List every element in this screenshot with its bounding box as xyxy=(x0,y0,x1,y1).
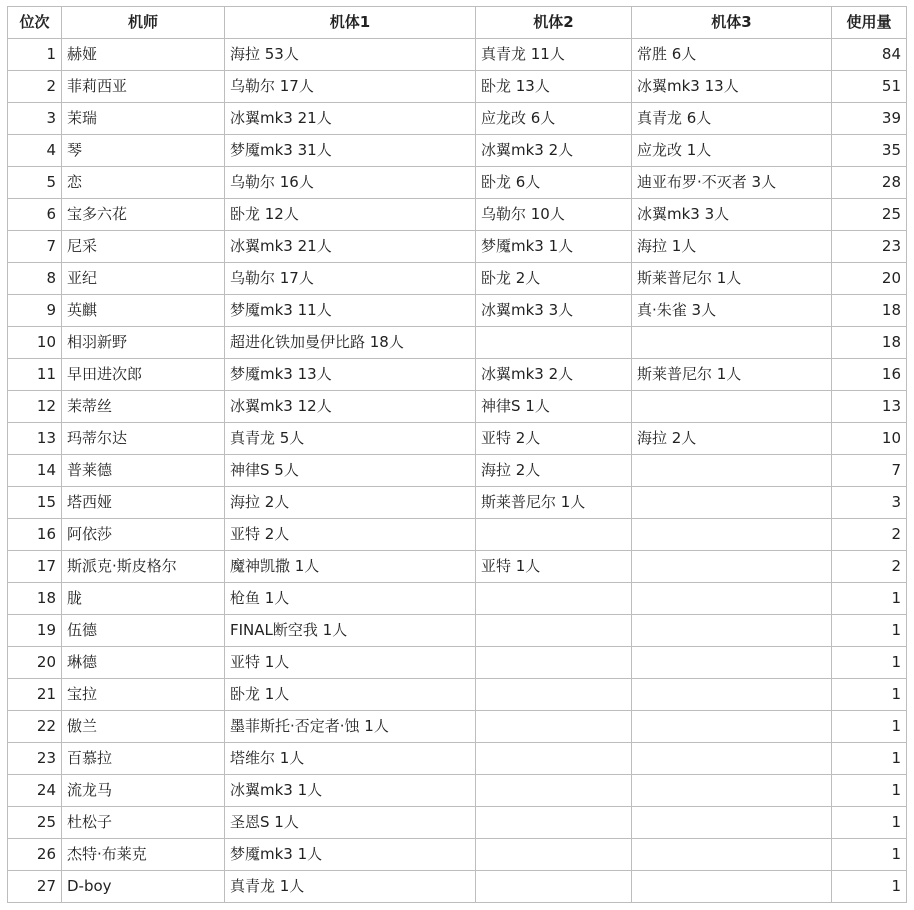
cell-usage: 20 xyxy=(832,263,907,295)
cell-mech3: 冰翼mk3 3人 xyxy=(632,199,832,231)
cell-mech2: 亚特 2人 xyxy=(476,423,632,455)
cell-mech3: 真·朱雀 3人 xyxy=(632,295,832,327)
cell-usage: 1 xyxy=(832,583,907,615)
cell-mech2: 斯莱普尼尔 1人 xyxy=(476,487,632,519)
cell-mech3 xyxy=(632,711,832,743)
cell-pilot: 伍德 xyxy=(62,615,225,647)
cell-pilot: 菲莉西亚 xyxy=(62,71,225,103)
cell-mech3 xyxy=(632,647,832,679)
cell-mech2 xyxy=(476,583,632,615)
cell-usage: 1 xyxy=(832,647,907,679)
cell-rank: 16 xyxy=(8,519,62,551)
cell-pilot: 普莱德 xyxy=(62,455,225,487)
cell-usage: 13 xyxy=(832,391,907,423)
cell-usage: 1 xyxy=(832,679,907,711)
cell-usage: 2 xyxy=(832,551,907,583)
table-header xyxy=(8,7,907,39)
cell-mech3 xyxy=(632,391,832,423)
cell-mech3: 迪亚布罗·不灭者 3人 xyxy=(632,167,832,199)
cell-pilot: 恋 xyxy=(62,167,225,199)
cell-mech2 xyxy=(476,615,632,647)
cell-usage: 10 xyxy=(832,423,907,455)
cell-usage: 1 xyxy=(832,871,907,903)
cell-rank: 1 xyxy=(8,39,62,71)
table-row xyxy=(8,839,907,871)
cell-rank: 25 xyxy=(8,807,62,839)
table-row xyxy=(8,583,907,615)
table-row xyxy=(8,199,907,231)
cell-mech3 xyxy=(632,743,832,775)
table-row xyxy=(8,391,907,423)
cell-mech3: 斯莱普尼尔 1人 xyxy=(632,263,832,295)
cell-mech3: 海拉 2人 xyxy=(632,423,832,455)
cell-rank: 4 xyxy=(8,135,62,167)
cell-mech1: FINAL断空我 1人 xyxy=(225,615,476,647)
cell-mech1: 冰翼mk3 1人 xyxy=(225,775,476,807)
cell-mech1: 梦魇mk3 11人 xyxy=(225,295,476,327)
cell-mech3: 海拉 1人 xyxy=(632,231,832,263)
cell-mech3 xyxy=(632,487,832,519)
table-row xyxy=(8,615,907,647)
cell-pilot: 赫娅 xyxy=(62,39,225,71)
cell-usage: 18 xyxy=(832,327,907,359)
cell-usage: 3 xyxy=(832,487,907,519)
cell-rank: 21 xyxy=(8,679,62,711)
cell-mech2: 应龙改 6人 xyxy=(476,103,632,135)
cell-mech2 xyxy=(476,743,632,775)
cell-mech2: 海拉 2人 xyxy=(476,455,632,487)
cell-mech3: 冰翼mk3 13人 xyxy=(632,71,832,103)
cell-mech2 xyxy=(476,775,632,807)
cell-rank: 22 xyxy=(8,711,62,743)
cell-rank: 3 xyxy=(8,103,62,135)
table-row xyxy=(8,39,907,71)
cell-mech1: 梦魇mk3 1人 xyxy=(225,839,476,871)
cell-mech2 xyxy=(476,871,632,903)
cell-mech1: 神律S 5人 xyxy=(225,455,476,487)
cell-mech3 xyxy=(632,679,832,711)
cell-usage: 1 xyxy=(832,711,907,743)
cell-mech1: 乌勒尔 16人 xyxy=(225,167,476,199)
cell-mech3 xyxy=(632,327,832,359)
cell-pilot: 亚纪 xyxy=(62,263,225,295)
cell-rank: 10 xyxy=(8,327,62,359)
cell-mech1: 塔维尔 1人 xyxy=(225,743,476,775)
table-body xyxy=(8,39,907,903)
cell-rank: 27 xyxy=(8,871,62,903)
table-row xyxy=(8,775,907,807)
table-row xyxy=(8,167,907,199)
cell-usage: 7 xyxy=(832,455,907,487)
cell-mech1: 真青龙 1人 xyxy=(225,871,476,903)
cell-rank: 2 xyxy=(8,71,62,103)
table-row xyxy=(8,743,907,775)
cell-rank: 24 xyxy=(8,775,62,807)
cell-mech2: 卧龙 2人 xyxy=(476,263,632,295)
cell-mech2 xyxy=(476,519,632,551)
cell-usage: 25 xyxy=(832,199,907,231)
cell-pilot: 杜松子 xyxy=(62,807,225,839)
cell-pilot: 百慕拉 xyxy=(62,743,225,775)
table-row xyxy=(8,551,907,583)
table-row xyxy=(8,231,907,263)
table-row xyxy=(8,519,907,551)
cell-mech3: 常胜 6人 xyxy=(632,39,832,71)
cell-mech1: 亚特 2人 xyxy=(225,519,476,551)
cell-mech2: 冰翼mk3 2人 xyxy=(476,359,632,391)
cell-mech1: 梦魇mk3 13人 xyxy=(225,359,476,391)
cell-pilot: 斯派克·斯皮格尔 xyxy=(62,551,225,583)
cell-mech2 xyxy=(476,807,632,839)
cell-mech2: 冰翼mk3 3人 xyxy=(476,295,632,327)
cell-rank: 20 xyxy=(8,647,62,679)
cell-mech2: 冰翼mk3 2人 xyxy=(476,135,632,167)
header-mech3: 机体3 xyxy=(632,7,832,39)
cell-mech2: 神律S 1人 xyxy=(476,391,632,423)
cell-rank: 5 xyxy=(8,167,62,199)
cell-usage: 1 xyxy=(832,775,907,807)
cell-rank: 8 xyxy=(8,263,62,295)
cell-usage: 51 xyxy=(832,71,907,103)
cell-mech1: 圣恩S 1人 xyxy=(225,807,476,839)
cell-mech2: 卧龙 13人 xyxy=(476,71,632,103)
cell-mech2 xyxy=(476,839,632,871)
cell-pilot: 玛蒂尔达 xyxy=(62,423,225,455)
cell-rank: 9 xyxy=(8,295,62,327)
cell-mech3 xyxy=(632,775,832,807)
cell-pilot: 杰特·布莱克 xyxy=(62,839,225,871)
cell-usage: 84 xyxy=(832,39,907,71)
cell-mech1: 卧龙 12人 xyxy=(225,199,476,231)
cell-pilot: 宝多六花 xyxy=(62,199,225,231)
cell-pilot: 琴 xyxy=(62,135,225,167)
cell-rank: 23 xyxy=(8,743,62,775)
cell-usage: 1 xyxy=(832,615,907,647)
cell-pilot: 早田进次郎 xyxy=(62,359,225,391)
cell-mech1: 海拉 2人 xyxy=(225,487,476,519)
cell-mech2: 梦魇mk3 1人 xyxy=(476,231,632,263)
cell-mech3 xyxy=(632,519,832,551)
cell-rank: 18 xyxy=(8,583,62,615)
cell-pilot: 相羽新野 xyxy=(62,327,225,359)
cell-rank: 11 xyxy=(8,359,62,391)
cell-mech1: 冰翼mk3 21人 xyxy=(225,103,476,135)
cell-rank: 7 xyxy=(8,231,62,263)
cell-mech1: 魔神凯撒 1人 xyxy=(225,551,476,583)
cell-usage: 1 xyxy=(832,807,907,839)
cell-usage: 23 xyxy=(832,231,907,263)
table-row xyxy=(8,103,907,135)
table-row xyxy=(8,871,907,903)
cell-pilot: 琳德 xyxy=(62,647,225,679)
table-row xyxy=(8,295,907,327)
cell-rank: 6 xyxy=(8,199,62,231)
cell-mech2 xyxy=(476,679,632,711)
cell-mech2 xyxy=(476,711,632,743)
cell-usage: 16 xyxy=(832,359,907,391)
header-row xyxy=(8,7,907,39)
table-row xyxy=(8,679,907,711)
cell-mech3 xyxy=(632,839,832,871)
cell-pilot: 茉瑞 xyxy=(62,103,225,135)
cell-mech3 xyxy=(632,807,832,839)
cell-mech3: 真青龙 6人 xyxy=(632,103,832,135)
table-row xyxy=(8,359,907,391)
cell-usage: 18 xyxy=(832,295,907,327)
cell-mech3: 应龙改 1人 xyxy=(632,135,832,167)
pilot-usage-table xyxy=(7,6,907,903)
cell-mech1: 冰翼mk3 21人 xyxy=(225,231,476,263)
cell-mech1: 乌勒尔 17人 xyxy=(225,71,476,103)
table-row xyxy=(8,711,907,743)
header-pilot: 机师 xyxy=(62,7,225,39)
cell-mech1: 超进化铁加曼伊比路 18人 xyxy=(225,327,476,359)
cell-mech3 xyxy=(632,871,832,903)
cell-pilot: 茉蒂丝 xyxy=(62,391,225,423)
table-row xyxy=(8,487,907,519)
cell-pilot: 流龙马 xyxy=(62,775,225,807)
cell-usage: 28 xyxy=(832,167,907,199)
cell-pilot: 塔西娅 xyxy=(62,487,225,519)
cell-mech2: 乌勒尔 10人 xyxy=(476,199,632,231)
cell-mech2 xyxy=(476,327,632,359)
table-row xyxy=(8,327,907,359)
header-mech2: 机体2 xyxy=(476,7,632,39)
table-row xyxy=(8,807,907,839)
cell-rank: 14 xyxy=(8,455,62,487)
cell-mech2: 卧龙 6人 xyxy=(476,167,632,199)
cell-mech1: 墨菲斯托·否定者·蚀 1人 xyxy=(225,711,476,743)
cell-usage: 2 xyxy=(832,519,907,551)
cell-mech1: 乌勒尔 17人 xyxy=(225,263,476,295)
cell-mech2: 真青龙 11人 xyxy=(476,39,632,71)
cell-mech3 xyxy=(632,615,832,647)
pilot-usage-table-container xyxy=(7,6,907,903)
cell-mech3 xyxy=(632,455,832,487)
cell-mech3 xyxy=(632,583,832,615)
table-row xyxy=(8,455,907,487)
cell-pilot: 尼采 xyxy=(62,231,225,263)
table-row xyxy=(8,263,907,295)
cell-mech2: 亚特 1人 xyxy=(476,551,632,583)
table-row xyxy=(8,647,907,679)
cell-pilot: 宝拉 xyxy=(62,679,225,711)
cell-usage: 35 xyxy=(832,135,907,167)
cell-usage: 1 xyxy=(832,743,907,775)
cell-mech1: 卧龙 1人 xyxy=(225,679,476,711)
table-row xyxy=(8,423,907,455)
cell-rank: 19 xyxy=(8,615,62,647)
cell-pilot: 英麒 xyxy=(62,295,225,327)
cell-mech1: 海拉 53人 xyxy=(225,39,476,71)
table-row xyxy=(8,135,907,167)
cell-rank: 13 xyxy=(8,423,62,455)
cell-mech3 xyxy=(632,551,832,583)
cell-rank: 26 xyxy=(8,839,62,871)
cell-rank: 12 xyxy=(8,391,62,423)
cell-rank: 17 xyxy=(8,551,62,583)
cell-pilot: 胧 xyxy=(62,583,225,615)
cell-usage: 1 xyxy=(832,839,907,871)
header-rank: 位次 xyxy=(8,7,62,39)
cell-mech1: 冰翼mk3 12人 xyxy=(225,391,476,423)
cell-usage: 39 xyxy=(832,103,907,135)
cell-rank: 15 xyxy=(8,487,62,519)
cell-pilot: 傲兰 xyxy=(62,711,225,743)
cell-mech1: 枪鱼 1人 xyxy=(225,583,476,615)
header-usage: 使用量 xyxy=(832,7,907,39)
table-row xyxy=(8,71,907,103)
cell-mech3: 斯莱普尼尔 1人 xyxy=(632,359,832,391)
header-mech1: 机体1 xyxy=(225,7,476,39)
cell-pilot: D-boy xyxy=(62,871,225,903)
cell-mech1: 梦魇mk3 31人 xyxy=(225,135,476,167)
cell-mech2 xyxy=(476,647,632,679)
cell-mech1: 亚特 1人 xyxy=(225,647,476,679)
cell-pilot: 阿依莎 xyxy=(62,519,225,551)
cell-mech1: 真青龙 5人 xyxy=(225,423,476,455)
